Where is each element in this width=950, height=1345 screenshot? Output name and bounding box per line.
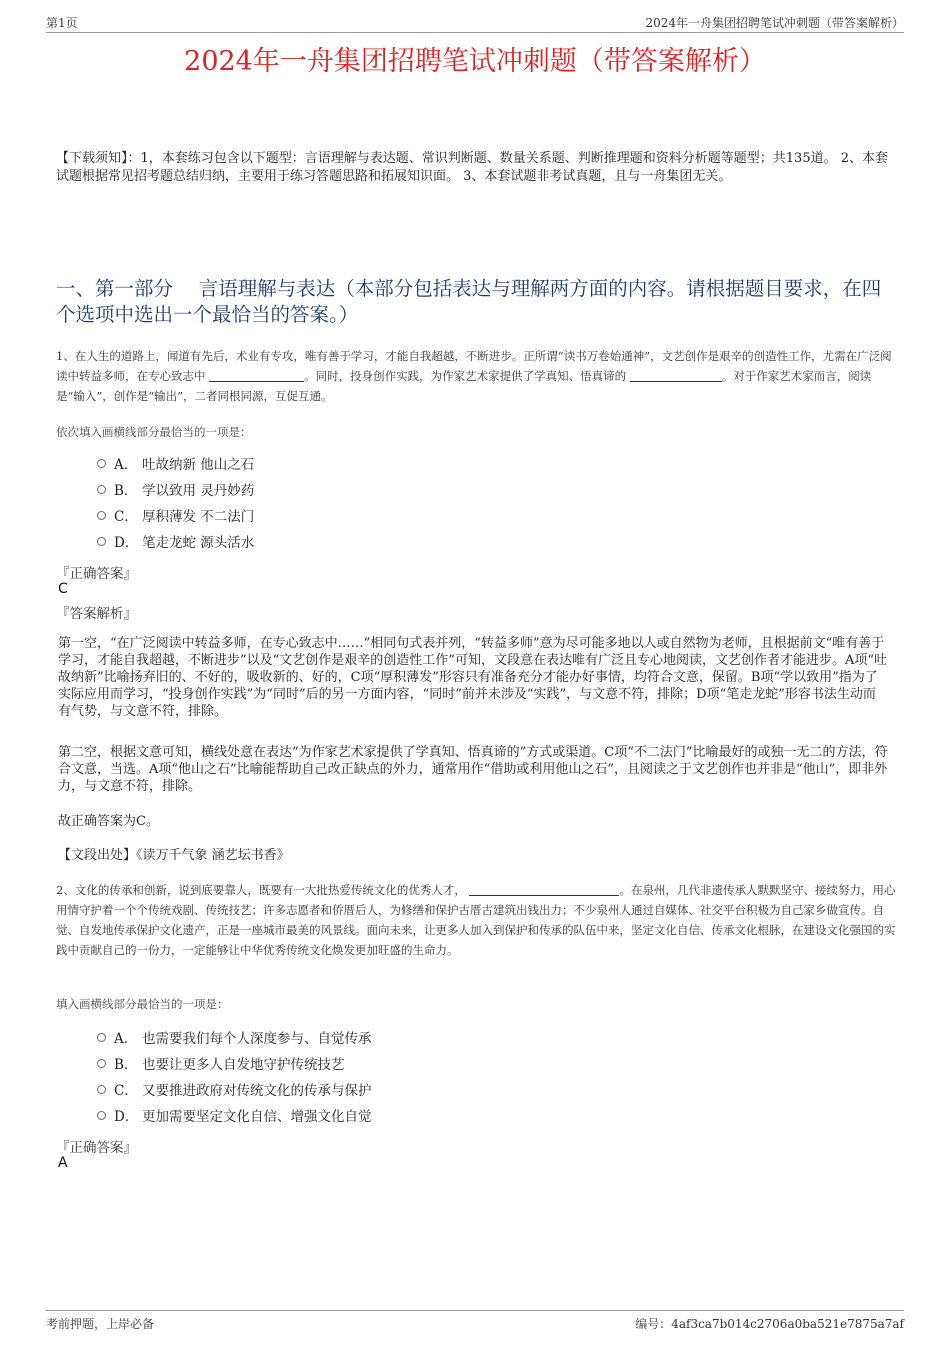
q2-prompt: 填入画横线部分最恰当的一项是：: [56, 997, 229, 1011]
section-heading: 一、第一部分 言语理解与表达（本部分包括表达与理解两方面的内容。请根据题目要求，在四个选项中选出一个最恰当的答案。）: [56, 277, 882, 326]
q1-option-c[interactable]: C． 厚积薄发 不二法门: [97, 508, 254, 526]
q2-option-c[interactable]: C． 又要推进政府对传统文化的传承与保护: [97, 1082, 372, 1100]
answer-blank: [469, 883, 619, 896]
q2-option-b[interactable]: B． 也要让更多人自发地守护传统技艺: [97, 1056, 345, 1074]
q1-option-a[interactable]: A． 吐故纳新 他山之石: [97, 456, 254, 474]
header-doc-title: 2024年一舟集团招聘笔试冲刺题（带答案解析）: [645, 16, 904, 30]
answer-blank: [209, 369, 304, 382]
page-number: 第1页: [46, 16, 78, 30]
q1-text-part-c: 。对于作家艺术家而言，阅读是“输入”，创作是“输出”，二者同根同源，互促互通。: [56, 369, 872, 403]
document-title: 2024年一舟集团招聘笔试冲刺题（带答案解析）: [184, 46, 766, 77]
q2-option-d[interactable]: D． 更加需要坚定文化自信、增强文化自觉: [97, 1108, 372, 1126]
q1-text-part-b: 。同时，投身创作实践，为作家艺术家提供了学真知、悟真谛的: [304, 369, 627, 383]
footer-slogan: 考前押题，上岸必备: [46, 1317, 155, 1331]
radio-icon[interactable]: [97, 511, 106, 520]
q2-text-part-b: 。在泉州，几代非遗传承人默默坚守、接续努力，用心用情守护着一个个传统戏剧、传统技艺；许多志愿者和侨厝后人，为修缮和保护古厝古建筑出钱出力；不少泉州人通过自媒体、社交平台积极为自己家乡做宣传。自觉、自发地传承保护文化遗产，正是一座城市最美的风景线。面向未来，让更多人加入到保护和传承的队伍中来，坚定文化自信、传承文化根脉，在建设文化强国的实践中贡献自己的一份力，一定能够让中华优秀传统文化焕发更加旺盛的生命力。: [56, 883, 896, 957]
q2-answer-label: 『正确答案』: [56, 1140, 137, 1156]
q1-analysis-label: 『答案解析』: [56, 606, 137, 622]
q1-answer: C: [58, 581, 68, 597]
radio-icon[interactable]: [97, 1033, 106, 1042]
q1-analysis-paragraph-2: 第二空，根据文意可知，横线处意在表达“为作家艺术家提供了学真知、悟真谛的”方式或渠道。C项“不二法门”比喻最好的或独一无二的方法，符合文意，当选。A项“他山之石”比喻能帮助自己改正缺点的外力，通常用作“借助或利用他山之石”，且阅读之于文艺创作也并非是“他山”，即非外力，与文意不符，排除。: [58, 745, 888, 794]
page-header: [46, 14, 904, 33]
download-notice: 【下载须知】：1，本套练习包含以下题型：言语理解与表达题、常识判断题、数量关系题、判断推理题和资料分析题等题型；共135道。 2、本套试题根据常见招考题总结归纳，主要用于练习答题思路和拓展知识面。 3、本套试题非考试真题，且与一舟集团无关。: [56, 151, 888, 184]
q2-option-a[interactable]: A． 也需要我们每个人深度参与、自觉传承: [97, 1030, 372, 1048]
radio-icon[interactable]: [97, 1085, 106, 1094]
answer-blank: [630, 369, 722, 382]
page-footer: [46, 1310, 904, 1332]
radio-icon[interactable]: [97, 1059, 106, 1068]
q2-text-part-a: 2、文化的传承和创新，说到底要靠人，既要有一大批热爱传统文化的优秀人才，: [56, 883, 466, 897]
q1-source: 【文段出处】《读万千气象 涵艺坛书香》: [58, 848, 290, 863]
q1-prompt: 依次填入画横线部分最恰当的一项是：: [56, 425, 252, 439]
radio-icon[interactable]: [97, 459, 106, 468]
radio-icon[interactable]: [97, 537, 106, 546]
question-1-text: [56, 346, 896, 406]
q1-option-d[interactable]: D． 笔走龙蛇 源头活水: [97, 534, 254, 552]
q1-answer-label: 『正确答案』: [56, 566, 137, 582]
q1-analysis-paragraph-1: 第一空，“在广泛阅读中转益多师，在专心致志中……”相同句式表并列，“转益多师”意为尽可能多地以人或自然物为老师，且根据前文“唯有善于学习，才能自我超越，不断进步”以及“文艺创作是艰辛的创造性工作”可知，文段意在表达唯有广泛且专心地阅读，文艺创作者才能进步。A项“吐故纳新”比喻扬弃旧的、不好的，吸收新的、好的，C项“厚积薄发”形容只有准备充分才能办好事情，均符合文意，保留。B项“学以致用”指为了实际应用而学习，“投身创作实践”为“同时”后的另一方面内容，“同时”前并未涉及“实践”，与文意不符，排除；D项“笔走龙蛇”形容书法生动而有气势，与文意不符，排除。: [58, 636, 887, 719]
radio-icon[interactable]: [97, 1111, 106, 1120]
q1-option-b[interactable]: B． 学以致用 灵丹妙药: [97, 482, 254, 500]
q1-text-part-a: 1、在人生的道路上，闻道有先后，术业有专攻，唯有善于学习，才能自我超越，不断进步。正所谓“读书万卷始通神”，文艺创作是艰辛的创造性工作，尤需在广泛阅读中转益多师，在专心致志中: [56, 349, 892, 383]
q2-answer: A: [58, 1155, 68, 1171]
radio-icon[interactable]: [97, 485, 106, 494]
question-2-text: [56, 880, 896, 960]
q1-conclusion: 故正确答案为C。: [58, 814, 159, 829]
footer-serial: 编号：4af3ca7b014c2706a0ba521e7875a7af: [635, 1317, 904, 1331]
